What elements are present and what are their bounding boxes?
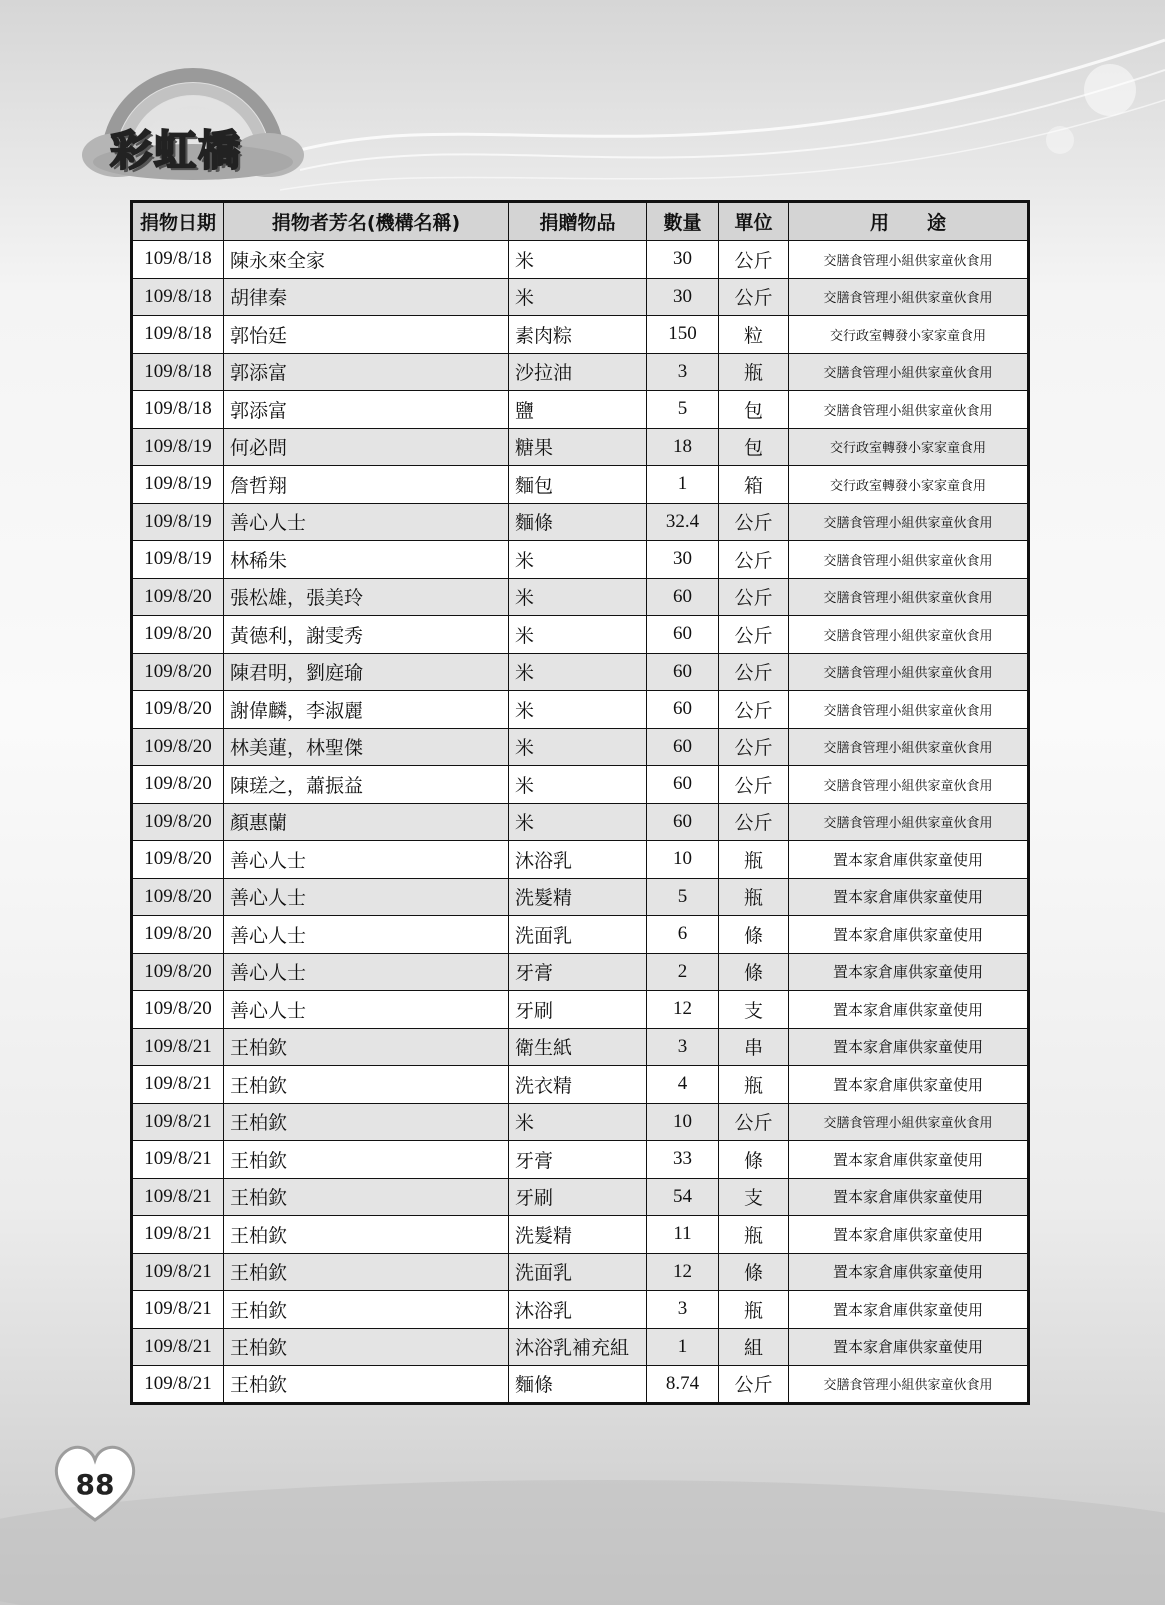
cell-quantity: 60 xyxy=(647,653,719,691)
cell-purpose: 置本家倉庫供家童使用 xyxy=(789,1328,1029,1366)
cell-unit: 公斤 xyxy=(719,616,789,654)
cell-donor: 王柏欽 xyxy=(224,1291,509,1329)
cell-item: 米 xyxy=(509,541,647,579)
cell-date: 109/8/20 xyxy=(132,691,224,729)
cell-item: 米 xyxy=(509,653,647,691)
cell-donor: 陳君明，劉庭瑜 xyxy=(224,653,509,691)
cell-purpose: 交膳食管理小組供家童伙食用 xyxy=(789,391,1029,429)
cell-unit: 串 xyxy=(719,1028,789,1066)
cell-quantity: 60 xyxy=(647,728,719,766)
cell-unit: 公斤 xyxy=(719,691,789,729)
cell-donor: 王柏欽 xyxy=(224,1178,509,1216)
cell-purpose: 交行政室轉發小家家童食用 xyxy=(789,428,1029,466)
cell-date: 109/8/20 xyxy=(132,841,224,879)
cell-quantity: 5 xyxy=(647,878,719,916)
table-row xyxy=(132,391,1029,429)
table-row xyxy=(132,1328,1029,1366)
cell-quantity: 60 xyxy=(647,616,719,654)
cell-unit: 公斤 xyxy=(719,541,789,579)
cell-date: 109/8/20 xyxy=(132,766,224,804)
logo-title: 彩虹橋 xyxy=(110,126,243,175)
cell-unit: 公斤 xyxy=(719,653,789,691)
cell-quantity: 30 xyxy=(647,541,719,579)
header-unit: 單位 xyxy=(719,202,789,241)
cell-purpose: 交膳食管理小組供家童伙食用 xyxy=(789,616,1029,654)
cell-item: 米 xyxy=(509,691,647,729)
cell-date: 109/8/21 xyxy=(132,1028,224,1066)
cell-quantity: 12 xyxy=(647,1253,719,1291)
cell-quantity: 150 xyxy=(647,316,719,354)
donation-table xyxy=(130,200,1030,1405)
cell-unit: 公斤 xyxy=(719,728,789,766)
cell-date: 109/8/18 xyxy=(132,316,224,354)
table-row xyxy=(132,1141,1029,1179)
cell-quantity: 3 xyxy=(647,1028,719,1066)
cell-item: 米 xyxy=(509,728,647,766)
table-row xyxy=(132,766,1029,804)
cell-donor: 詹哲翔 xyxy=(224,466,509,504)
cell-purpose: 置本家倉庫供家童使用 xyxy=(789,953,1029,991)
cell-unit: 公斤 xyxy=(719,1366,789,1404)
cell-quantity: 10 xyxy=(647,1103,719,1141)
cell-purpose: 交膳食管理小組供家童伙食用 xyxy=(789,578,1029,616)
cell-item: 牙刷 xyxy=(509,991,647,1029)
table-row xyxy=(132,541,1029,579)
cell-unit: 支 xyxy=(719,991,789,1029)
cell-donor: 王柏欽 xyxy=(224,1103,509,1141)
cell-item: 糖果 xyxy=(509,428,647,466)
cell-donor: 何必問 xyxy=(224,428,509,466)
cell-purpose: 置本家倉庫供家童使用 xyxy=(789,878,1029,916)
cell-donor: 王柏欽 xyxy=(224,1216,509,1254)
cell-purpose: 置本家倉庫供家童使用 xyxy=(789,1291,1029,1329)
cell-quantity: 5 xyxy=(647,391,719,429)
table-row xyxy=(132,803,1029,841)
cell-item: 米 xyxy=(509,578,647,616)
cell-date: 109/8/21 xyxy=(132,1066,224,1104)
cell-item: 米 xyxy=(509,803,647,841)
table-row xyxy=(132,1253,1029,1291)
cell-quantity: 30 xyxy=(647,278,719,316)
cell-item: 牙膏 xyxy=(509,1141,647,1179)
cell-unit: 包 xyxy=(719,428,789,466)
cell-item: 麵包 xyxy=(509,466,647,504)
cell-quantity: 10 xyxy=(647,841,719,879)
cell-item: 米 xyxy=(509,278,647,316)
cell-date: 109/8/18 xyxy=(132,391,224,429)
cell-purpose: 置本家倉庫供家童使用 xyxy=(789,1216,1029,1254)
cell-unit: 公斤 xyxy=(719,803,789,841)
cell-unit: 瓶 xyxy=(719,878,789,916)
cell-donor: 張松雄，張美玲 xyxy=(224,578,509,616)
cell-donor: 謝偉麟，李淑麗 xyxy=(224,691,509,729)
table-row xyxy=(132,428,1029,466)
table-row xyxy=(132,503,1029,541)
cell-date: 109/8/21 xyxy=(132,1216,224,1254)
cell-quantity: 3 xyxy=(647,353,719,391)
table-row xyxy=(132,1291,1029,1329)
cell-donor: 胡律秦 xyxy=(224,278,509,316)
cell-donor: 善心人士 xyxy=(224,841,509,879)
cell-item: 衛生紙 xyxy=(509,1028,647,1066)
cell-unit: 箱 xyxy=(719,466,789,504)
cell-quantity: 11 xyxy=(647,1216,719,1254)
cell-unit: 包 xyxy=(719,391,789,429)
cell-quantity: 60 xyxy=(647,691,719,729)
cell-quantity: 60 xyxy=(647,578,719,616)
table-row xyxy=(132,353,1029,391)
table-row xyxy=(132,466,1029,504)
cell-purpose: 交膳食管理小組供家童伙食用 xyxy=(789,803,1029,841)
cell-unit: 條 xyxy=(719,1141,789,1179)
cell-unit: 組 xyxy=(719,1328,789,1366)
table-row xyxy=(132,728,1029,766)
cell-purpose: 置本家倉庫供家童使用 xyxy=(789,841,1029,879)
cell-date: 109/8/20 xyxy=(132,728,224,766)
cell-purpose: 交膳食管理小組供家童伙食用 xyxy=(789,353,1029,391)
cell-quantity: 1 xyxy=(647,466,719,504)
header-item: 捐贈物品 xyxy=(509,202,647,241)
cell-quantity: 1 xyxy=(647,1328,719,1366)
cell-quantity: 60 xyxy=(647,766,719,804)
cell-unit: 瓶 xyxy=(719,353,789,391)
table-row xyxy=(132,653,1029,691)
cell-purpose: 置本家倉庫供家童使用 xyxy=(789,1141,1029,1179)
cell-unit: 公斤 xyxy=(719,503,789,541)
cell-date: 109/8/20 xyxy=(132,953,224,991)
cell-purpose: 交膳食管理小組供家童伙食用 xyxy=(789,728,1029,766)
cell-quantity: 12 xyxy=(647,991,719,1029)
cell-purpose: 置本家倉庫供家童使用 xyxy=(789,916,1029,954)
cell-donor: 善心人士 xyxy=(224,503,509,541)
table-row xyxy=(132,1216,1029,1254)
cell-unit: 公斤 xyxy=(719,578,789,616)
cell-date: 109/8/20 xyxy=(132,878,224,916)
cell-donor: 陳瑳之，蕭振益 xyxy=(224,766,509,804)
cell-unit: 公斤 xyxy=(719,278,789,316)
table-row xyxy=(132,316,1029,354)
cell-item: 米 xyxy=(509,241,647,279)
table-row xyxy=(132,841,1029,879)
cell-quantity: 33 xyxy=(647,1141,719,1179)
cell-item: 洗面乳 xyxy=(509,1253,647,1291)
cell-unit: 公斤 xyxy=(719,766,789,804)
cell-item: 洗髮精 xyxy=(509,1216,647,1254)
cell-date: 109/8/21 xyxy=(132,1178,224,1216)
cell-item: 沐浴乳 xyxy=(509,1291,647,1329)
cell-date: 109/8/20 xyxy=(132,916,224,954)
cell-donor: 郭怡廷 xyxy=(224,316,509,354)
cell-donor: 王柏欽 xyxy=(224,1141,509,1179)
cell-item: 牙膏 xyxy=(509,953,647,991)
table-header-row xyxy=(132,202,1029,241)
cell-purpose: 交膳食管理小組供家童伙食用 xyxy=(789,241,1029,279)
cell-date: 109/8/18 xyxy=(132,278,224,316)
cell-purpose: 交膳食管理小組供家童伙食用 xyxy=(789,691,1029,729)
cell-purpose: 交膳食管理小組供家童伙食用 xyxy=(789,503,1029,541)
cell-donor: 善心人士 xyxy=(224,991,509,1029)
cell-purpose: 交行政室轉發小家家童食用 xyxy=(789,466,1029,504)
cell-item: 米 xyxy=(509,1103,647,1141)
cell-quantity: 30 xyxy=(647,241,719,279)
cell-donor: 王柏欽 xyxy=(224,1066,509,1104)
cell-item: 素肉粽 xyxy=(509,316,647,354)
cell-unit: 條 xyxy=(719,1253,789,1291)
cell-item: 洗面乳 xyxy=(509,916,647,954)
cell-item: 鹽 xyxy=(509,391,647,429)
table-row xyxy=(132,278,1029,316)
cell-item: 洗髮精 xyxy=(509,878,647,916)
cell-purpose: 置本家倉庫供家童使用 xyxy=(789,991,1029,1029)
cell-unit: 粒 xyxy=(719,316,789,354)
cell-quantity: 18 xyxy=(647,428,719,466)
table-row xyxy=(132,953,1029,991)
table-body xyxy=(132,241,1029,1404)
cell-donor: 林稀朱 xyxy=(224,541,509,579)
cell-purpose: 置本家倉庫供家童使用 xyxy=(789,1028,1029,1066)
cell-donor: 郭添富 xyxy=(224,353,509,391)
header-quantity: 數量 xyxy=(647,202,719,241)
cell-donor: 王柏欽 xyxy=(224,1253,509,1291)
table-row xyxy=(132,1366,1029,1404)
cell-item: 牙刷 xyxy=(509,1178,647,1216)
cell-date: 109/8/19 xyxy=(132,541,224,579)
cell-donor: 善心人士 xyxy=(224,916,509,954)
cell-donor: 王柏欽 xyxy=(224,1328,509,1366)
cell-date: 109/8/19 xyxy=(132,428,224,466)
cell-unit: 瓶 xyxy=(719,1291,789,1329)
table-row xyxy=(132,241,1029,279)
cell-donor: 善心人士 xyxy=(224,953,509,991)
cell-date: 109/8/21 xyxy=(132,1366,224,1404)
header-purpose: 用 途 xyxy=(789,202,1029,241)
cell-date: 109/8/18 xyxy=(132,353,224,391)
cell-unit: 條 xyxy=(719,953,789,991)
cell-purpose: 置本家倉庫供家童使用 xyxy=(789,1066,1029,1104)
cell-donor: 郭添富 xyxy=(224,391,509,429)
cell-date: 109/8/21 xyxy=(132,1141,224,1179)
cell-date: 109/8/21 xyxy=(132,1253,224,1291)
cell-item: 洗衣精 xyxy=(509,1066,647,1104)
cell-date: 109/8/20 xyxy=(132,803,224,841)
cell-unit: 公斤 xyxy=(719,1103,789,1141)
cell-date: 109/8/21 xyxy=(132,1291,224,1329)
cell-item: 米 xyxy=(509,616,647,654)
cell-purpose: 交膳食管理小組供家童伙食用 xyxy=(789,1366,1029,1404)
cell-date: 109/8/20 xyxy=(132,653,224,691)
cell-item: 沐浴乳補充組 xyxy=(509,1328,647,1366)
cell-purpose: 置本家倉庫供家童使用 xyxy=(789,1178,1029,1216)
cell-purpose: 交膳食管理小組供家童伙食用 xyxy=(789,766,1029,804)
table-row xyxy=(132,1178,1029,1216)
cell-donor: 陳永來全家 xyxy=(224,241,509,279)
cell-item: 沐浴乳 xyxy=(509,841,647,879)
header-date: 捐物日期 xyxy=(132,202,224,241)
cell-purpose: 置本家倉庫供家童使用 xyxy=(789,1253,1029,1291)
cell-date: 109/8/19 xyxy=(132,466,224,504)
cell-purpose: 交膳食管理小組供家童伙食用 xyxy=(789,1103,1029,1141)
cell-unit: 支 xyxy=(719,1178,789,1216)
cell-date: 109/8/20 xyxy=(132,578,224,616)
cell-date: 109/8/20 xyxy=(132,991,224,1029)
cell-unit: 瓶 xyxy=(719,841,789,879)
cell-donor: 王柏欽 xyxy=(224,1366,509,1404)
cell-unit: 公斤 xyxy=(719,241,789,279)
cell-date: 109/8/18 xyxy=(132,241,224,279)
cell-date: 109/8/19 xyxy=(132,503,224,541)
table-row xyxy=(132,878,1029,916)
cell-date: 109/8/21 xyxy=(132,1103,224,1141)
cell-quantity: 2 xyxy=(647,953,719,991)
table-row xyxy=(132,916,1029,954)
cell-quantity: 4 xyxy=(647,1066,719,1104)
cell-quantity: 60 xyxy=(647,803,719,841)
cell-item: 麵條 xyxy=(509,1366,647,1404)
cell-donor: 善心人士 xyxy=(224,878,509,916)
cell-purpose: 交膳食管理小組供家童伙食用 xyxy=(789,653,1029,691)
cell-purpose: 交行政室轉發小家家童食用 xyxy=(789,316,1029,354)
table-row xyxy=(132,991,1029,1029)
table-row xyxy=(132,616,1029,654)
cell-donor: 王柏欽 xyxy=(224,1028,509,1066)
cell-item: 麵條 xyxy=(509,503,647,541)
cell-donor: 黃德利，謝雯秀 xyxy=(224,616,509,654)
cell-date: 109/8/20 xyxy=(132,616,224,654)
table-row xyxy=(132,1066,1029,1104)
cell-quantity: 32.4 xyxy=(647,503,719,541)
cell-donor: 林美蓮，林聖傑 xyxy=(224,728,509,766)
cell-donor: 顏惠蘭 xyxy=(224,803,509,841)
cell-purpose: 交膳食管理小組供家童伙食用 xyxy=(789,541,1029,579)
cell-item: 米 xyxy=(509,766,647,804)
table-row xyxy=(132,1103,1029,1141)
cell-date: 109/8/21 xyxy=(132,1328,224,1366)
cell-unit: 條 xyxy=(719,916,789,954)
table-row xyxy=(132,1028,1029,1066)
cell-item: 沙拉油 xyxy=(509,353,647,391)
cell-quantity: 3 xyxy=(647,1291,719,1329)
cell-unit: 瓶 xyxy=(719,1066,789,1104)
page-number: 88 xyxy=(75,1468,115,1501)
cell-unit: 瓶 xyxy=(719,1216,789,1254)
table-row xyxy=(132,691,1029,729)
cell-quantity: 6 xyxy=(647,916,719,954)
header-donor: 捐物者芳名(機構名稱) xyxy=(224,202,509,241)
table-row xyxy=(132,578,1029,616)
cell-quantity: 8.74 xyxy=(647,1366,719,1404)
cell-purpose: 交膳食管理小組供家童伙食用 xyxy=(789,278,1029,316)
cell-quantity: 54 xyxy=(647,1178,719,1216)
